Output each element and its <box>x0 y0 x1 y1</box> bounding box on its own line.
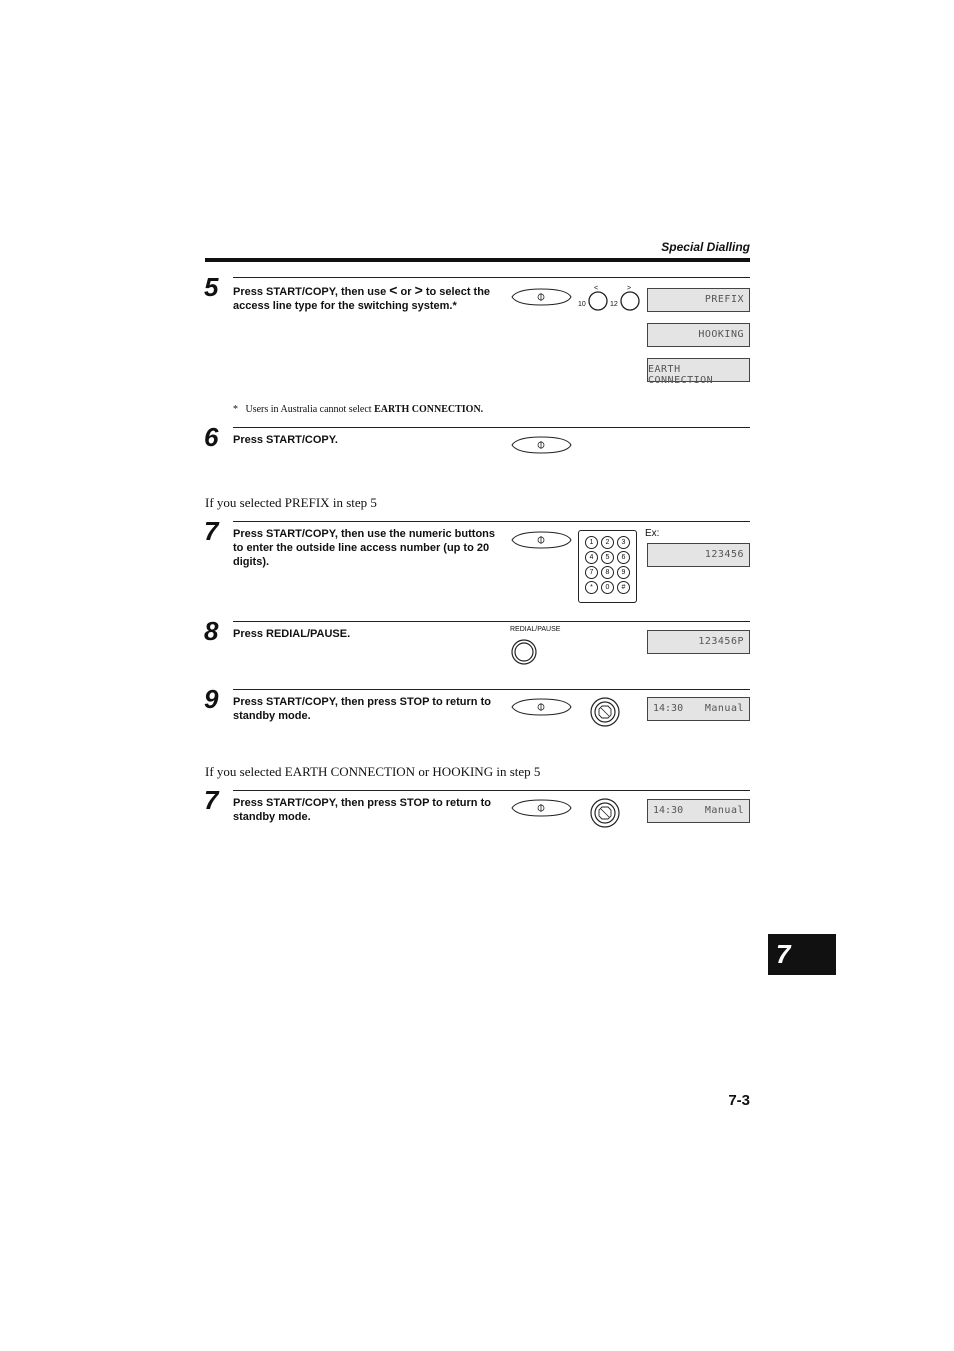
step-8-rule <box>233 621 750 622</box>
step-5-text <box>233 283 508 313</box>
keypad-key-2: 2 <box>601 536 614 549</box>
section-heading-earth-hooking: If you selected EARTH CONNECTION or HOOKING in step 5 <box>205 764 541 779</box>
step-7b-rule <box>233 790 750 791</box>
step-6-rule <box>233 427 750 428</box>
footnote-term: EARTH CONNECTION. <box>374 404 484 415</box>
section-heading-prefix: If you selected PREFIX in step 5 <box>205 495 377 510</box>
footnote <box>233 404 483 415</box>
stop-button-icon <box>590 798 620 828</box>
keypad-key-hash: # <box>617 581 630 594</box>
arrow-left-label: < <box>594 285 599 292</box>
header-section-title: Special Dialling <box>661 240 750 254</box>
header-rule <box>205 258 750 262</box>
chapter-tab: 7 <box>768 934 836 975</box>
start-copy-button-icon <box>511 531 573 551</box>
right-arrow-icon: > <box>414 282 423 298</box>
redial-pause-button-icon <box>511 639 537 665</box>
key-10-button-icon <box>588 291 608 311</box>
step-9-text: Press START/COPY, then press STOP to return to standby mode. <box>233 696 491 722</box>
step-5-text-c: to select the access line type for the switching system.* <box>233 286 491 312</box>
keypad-key-9: 9 <box>617 566 630 579</box>
step-8-number: 8 <box>204 616 219 646</box>
step-7a-rule <box>233 521 750 522</box>
step-7b-number: 7 <box>204 785 219 815</box>
keypad-key-star: * <box>585 581 598 594</box>
page-number: 7-3 <box>728 1092 750 1109</box>
keypad-key-5: 5 <box>601 551 614 564</box>
step-6-number: 6 <box>204 422 219 452</box>
keypad-key-4: 4 <box>585 551 598 564</box>
lcd-earth-connection: EARTH CONNECTION <box>647 358 750 382</box>
keypad-key-6: 6 <box>617 551 630 564</box>
keypad-key-8: 8 <box>601 566 614 579</box>
lcd-number: 123456 <box>647 543 750 567</box>
stop-button-icon <box>590 697 620 727</box>
step-8-text: Press REDIAL/PAUSE. <box>233 628 351 640</box>
numeric-keypad-icon <box>578 530 637 603</box>
key-12-button-icon <box>620 291 640 311</box>
step-9-number: 9 <box>204 684 219 714</box>
key-10-label: 10 <box>578 301 586 308</box>
step-6-text: Press START/COPY. <box>233 434 338 446</box>
step-5-number: 5 <box>204 272 219 302</box>
step-7a-text: Press START/COPY, then use the numeric buttons to enter the outside line access number (up to 20 digits). <box>233 528 496 568</box>
start-copy-button-icon <box>511 288 573 308</box>
step-5-rule <box>233 277 750 278</box>
footnote-text: Users in Australia cannot select <box>245 404 372 415</box>
redial-pause-label: REDIAL/PAUSE <box>510 626 561 633</box>
lcd-standby-1: 14:30 Manual <box>647 697 750 721</box>
key-12-label: 12 <box>610 301 618 308</box>
step-7a-number: 7 <box>204 516 219 546</box>
keypad-key-1: 1 <box>585 536 598 549</box>
keypad-key-0: 0 <box>601 581 614 594</box>
step-9-rule <box>233 689 750 690</box>
step-7b-text: Press START/COPY, then press STOP to return to standby mode. <box>233 797 491 823</box>
start-copy-button-icon <box>511 698 573 718</box>
lcd-prefix: PREFIX <box>647 288 750 312</box>
start-copy-button-icon <box>511 436 573 456</box>
keypad-key-7: 7 <box>585 566 598 579</box>
keypad-key-3: 3 <box>617 536 630 549</box>
lcd-hooking: HOOKING <box>647 323 750 347</box>
start-copy-button-icon <box>511 799 573 819</box>
lcd-standby-2: 14:30 Manual <box>647 799 750 823</box>
arrow-right-label: > <box>627 285 632 292</box>
lcd-number-pause: 123456P <box>647 630 750 654</box>
step-5-text-b: or <box>400 286 412 298</box>
example-label: Ex: <box>645 528 660 539</box>
left-arrow-icon: < <box>389 282 398 298</box>
step-5-text-a: Press START/COPY, then use <box>233 286 387 298</box>
footnote-mark: * <box>233 404 238 415</box>
